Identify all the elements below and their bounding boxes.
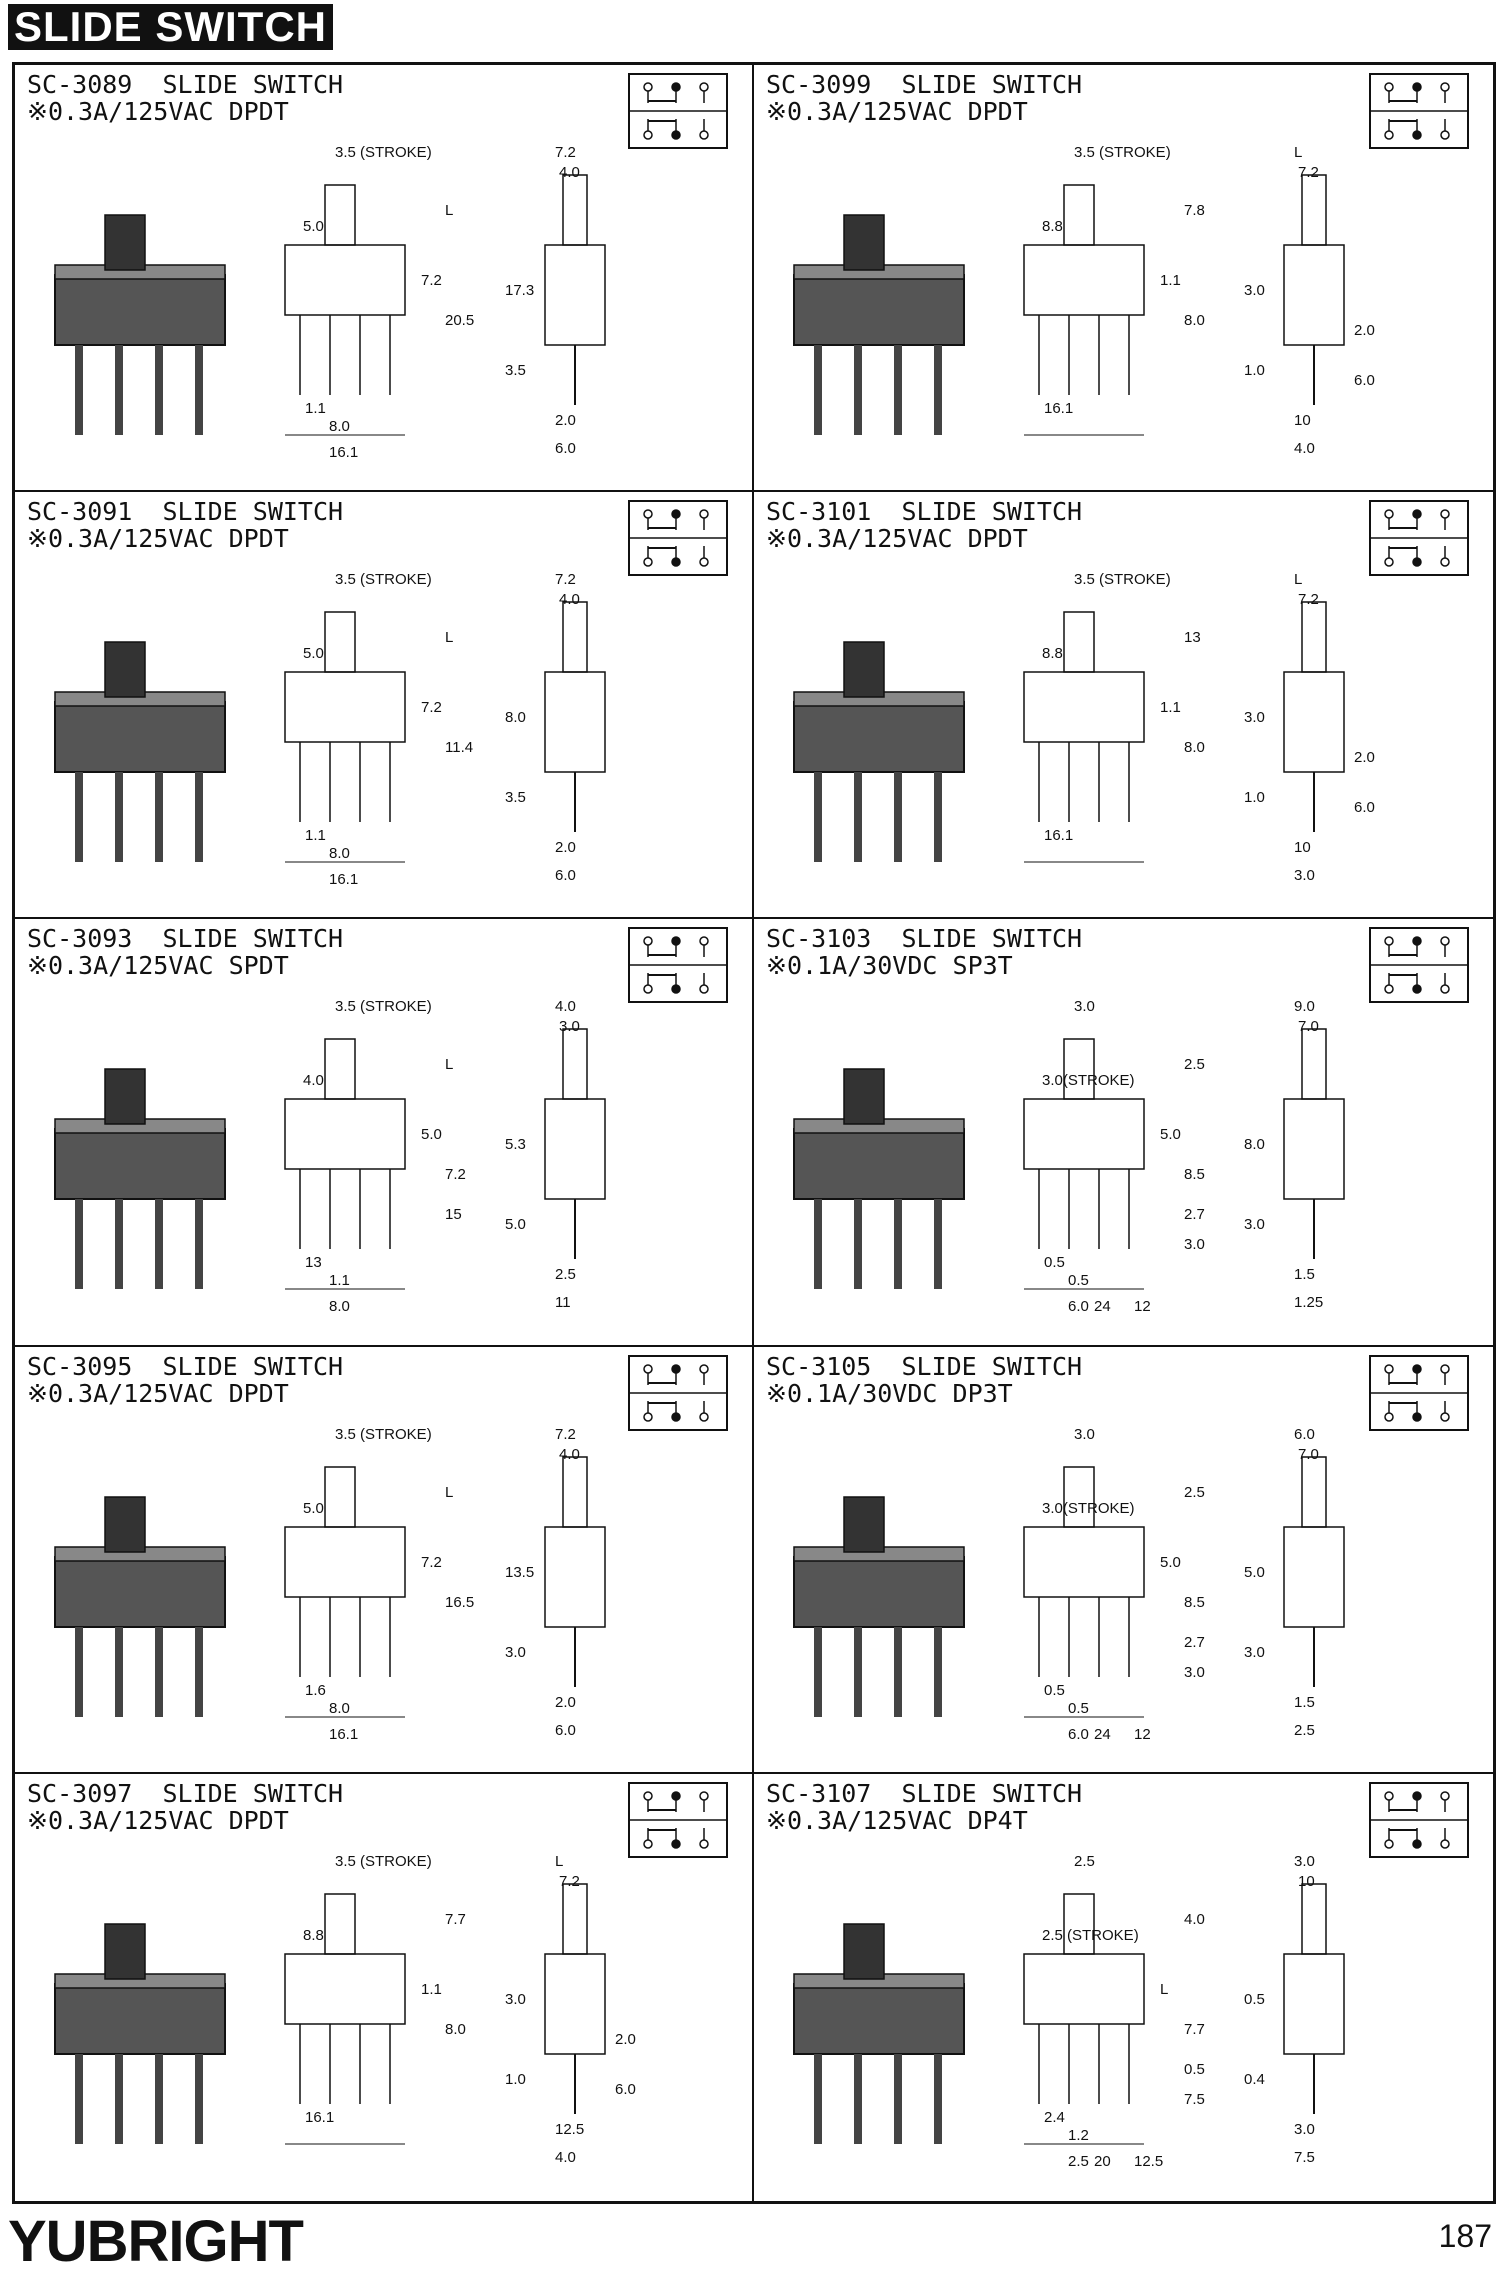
dimension-label: 7.2 — [421, 1553, 442, 1571]
dimension-label: 2.5 — [1184, 1483, 1205, 1501]
dimension-label: 3.0 — [1074, 1425, 1095, 1443]
dimension-label: 7.5 — [1184, 2090, 1205, 2108]
dimension-label: 2.5 (STROKE) — [1042, 1926, 1139, 1944]
switch-cell — [754, 1347, 1493, 1774]
switch-cell — [15, 1774, 754, 2201]
dimension-label: L — [1294, 144, 1303, 161]
dimension-label: 6.0 — [555, 867, 576, 885]
side-view-drawing — [1224, 562, 1444, 902]
dimension-label: 7.0 — [1298, 1445, 1319, 1463]
page-number: 187 — [1438, 2218, 1492, 2254]
dimension-label: 16.1 — [329, 444, 359, 461]
dimension-label: 1.5 — [1294, 1266, 1315, 1284]
dimension-label: 8.8 — [303, 1926, 324, 1944]
dimension-label: 0.4 — [1244, 2070, 1265, 2088]
dimension-label: 4.0 — [1184, 1910, 1205, 1928]
model-label: SC-3093 SLIDE SWITCH — [27, 924, 344, 954]
dimension-label: 5.0 — [1244, 1563, 1265, 1581]
dimension-label: 3.5 — [505, 789, 526, 807]
dimension-label: 3.0 — [1184, 1236, 1205, 1254]
dimension-label: 3.5 (STROKE) — [335, 571, 432, 589]
dimension-label: 3.0(STROKE) — [1042, 1072, 1135, 1090]
dimension-label: 16.1 — [305, 2108, 335, 2126]
dimension-label: 3.5 (STROKE) — [335, 1425, 432, 1443]
switch-cell — [15, 919, 754, 1346]
dimension-label: 4.0 — [555, 998, 576, 1016]
dimension-label: 3.0 — [505, 1643, 526, 1661]
dimension-label: 6.0 — [1354, 372, 1375, 389]
dimension-label: 1.5 — [1294, 1693, 1315, 1711]
switch-photo — [45, 1039, 235, 1309]
dimension-label: 12.5 — [1134, 2152, 1164, 2170]
dimension-label: 7.2 — [421, 272, 442, 289]
dimension-label: 13.5 — [505, 1563, 535, 1581]
dimension-label: 8.8 — [1042, 645, 1063, 663]
dimension-label: 8.0 — [505, 709, 526, 727]
dimension-label: 6.0 — [555, 1721, 576, 1739]
side-view-drawing — [1224, 1844, 1444, 2184]
dimension-label: 8.5 — [1184, 1593, 1205, 1611]
dimension-label: 6.0 — [555, 440, 576, 457]
switch-photo — [45, 1467, 235, 1737]
dimension-label: 1.1 — [329, 1272, 350, 1290]
dimension-label: 2.5 — [1294, 1721, 1315, 1739]
dimension-label: 12 — [1134, 1298, 1151, 1316]
switch-photo — [784, 185, 974, 455]
dimension-label: 1.1 — [1160, 272, 1181, 289]
dimension-label: 3.0 — [1244, 282, 1265, 299]
dimension-label: 7.2 — [555, 571, 576, 589]
dimension-label: 3.0 — [1244, 1216, 1265, 1234]
switch-title — [27, 71, 343, 125]
dimension-label: 2.0 — [555, 839, 576, 857]
dimension-label: 6.0 — [1068, 1298, 1089, 1316]
dimension-label: 1.1 — [1160, 699, 1181, 717]
dimension-label: 3.0 — [505, 1990, 526, 2008]
dimension-label: 2.4 — [1044, 2108, 1065, 2126]
dimension-label: 7.2 — [1298, 591, 1319, 609]
dimension-label: 20 — [1094, 2152, 1111, 2170]
dimension-label: 7.2 — [421, 699, 442, 717]
dimension-label: 11.4 — [445, 739, 474, 757]
dimension-label: 3.0(STROKE) — [1042, 1499, 1135, 1517]
dimension-label: 12.5 — [555, 2120, 585, 2138]
dimension-label: 0.5 — [1244, 1990, 1265, 2008]
dimension-label: 1.6 — [305, 1681, 326, 1699]
dimension-label: 4.0 — [555, 2148, 576, 2166]
switch-title — [766, 71, 1082, 125]
dimension-label: 3.0 — [1074, 998, 1095, 1016]
dimension-label: 3.5 (STROKE) — [335, 998, 432, 1016]
dimension-label: L — [445, 629, 454, 647]
dimension-label: 8.0 — [329, 1298, 350, 1316]
dimension-label: 3.0 — [1294, 2120, 1315, 2138]
dimension-label: 3.0 — [1244, 709, 1265, 727]
switch-photo — [784, 1467, 974, 1737]
switch-title — [27, 498, 343, 552]
dimension-label: 3.0 — [1294, 1852, 1315, 1870]
dimension-label: 8.0 — [1184, 739, 1205, 757]
dimension-label: 24 — [1094, 1725, 1111, 1743]
dimension-label: 2.7 — [1184, 1633, 1205, 1651]
dimension-label: 10 — [1294, 839, 1311, 857]
dimension-label: 1.1 — [305, 400, 326, 417]
dimension-label: 8.0 — [1244, 1136, 1265, 1154]
model-label: SC-3103 SLIDE SWITCH — [766, 924, 1083, 954]
dimension-label: 0.5 — [1184, 2060, 1205, 2078]
dimension-label: L — [1160, 1980, 1169, 1998]
dimension-label: 6.0 — [1354, 799, 1375, 817]
rating-label: ※0.3A/125VAC DP4T — [766, 1805, 1028, 1835]
dimension-label: 5.0 — [303, 645, 324, 663]
dimension-label: 2.0 — [555, 1693, 576, 1711]
dimension-label: L — [445, 202, 454, 219]
dimension-label: 8.0 — [329, 845, 350, 863]
dimension-label: 4.0 — [303, 1072, 324, 1090]
rating-label: ※0.1A/30VDC DP3T — [766, 1378, 1013, 1408]
model-label: SC-3099 SLIDE SWITCH — [766, 70, 1083, 99]
dimension-label: 5.3 — [505, 1136, 526, 1154]
dimension-label: 0.5 — [1068, 1272, 1089, 1290]
switch-photo — [45, 185, 235, 455]
dimension-label: L — [445, 1056, 454, 1074]
switch-catalog-grid — [12, 62, 1496, 2204]
dimension-label: 7.2 — [555, 1425, 576, 1443]
brand-logo: YUBRIGHT — [8, 2209, 303, 2274]
switch-cell — [15, 65, 754, 492]
dimension-label: 0.5 — [1044, 1254, 1065, 1272]
dimension-label: 15 — [445, 1206, 462, 1224]
dimension-label: 13 — [305, 1254, 322, 1272]
side-view-drawing — [485, 1417, 705, 1757]
dimension-label: 2.5 — [1184, 1056, 1205, 1074]
dimension-label: 1.1 — [305, 827, 326, 845]
switch-cell — [754, 919, 1493, 1346]
dimension-label: 16.1 — [329, 1725, 359, 1743]
model-label: SC-3095 SLIDE SWITCH — [27, 1351, 344, 1381]
dimension-label: 17.3 — [505, 282, 535, 299]
dimension-label: 12 — [1134, 1725, 1151, 1743]
dimension-label: 0.5 — [1068, 1699, 1089, 1717]
dimension-label: 1.2 — [1068, 2126, 1089, 2144]
dimension-label: 4.0 — [559, 591, 580, 609]
switch-title — [27, 925, 343, 979]
side-view-drawing — [485, 562, 705, 902]
dimension-label: 7.2 — [1298, 164, 1319, 181]
dimension-label: 9.0 — [1294, 998, 1315, 1016]
page-title: SLIDE SWITCH — [8, 4, 333, 50]
dimension-label: 1.1 — [421, 1980, 442, 1998]
dimension-label: 2.0 — [1354, 749, 1375, 767]
dimension-label: 16.5 — [445, 1593, 475, 1611]
model-label: SC-3105 SLIDE SWITCH — [766, 1351, 1083, 1381]
model-label: SC-3091 SLIDE SWITCH — [27, 497, 344, 527]
dimension-label: 7.8 — [1184, 202, 1205, 219]
dimension-label: 3.5 (STROKE) — [1074, 571, 1171, 589]
dimension-label: 0.5 — [1044, 1681, 1065, 1699]
switch-cell — [15, 492, 754, 919]
dimension-label: 2.5 — [555, 1266, 576, 1284]
dimension-label: 8.0 — [329, 1699, 350, 1717]
dimension-label: 1.0 — [1244, 789, 1265, 807]
dimension-label: 6.0 — [1294, 1425, 1315, 1443]
dimension-label: 8.8 — [1042, 218, 1063, 235]
dimension-label: 5.0 — [421, 1126, 442, 1144]
dimension-label: 5.0 — [303, 1499, 324, 1517]
rating-label: ※0.3A/125VAC DPDT — [27, 1378, 289, 1408]
model-label: SC-3097 SLIDE SWITCH — [27, 1778, 344, 1808]
dimension-label: 10 — [1298, 1872, 1315, 1890]
switch-title — [766, 1353, 1082, 1407]
dimension-label: 7.2 — [445, 1166, 466, 1184]
dimension-label: 3.5 (STROKE) — [1074, 144, 1171, 161]
dimension-label: 2.7 — [1184, 1206, 1205, 1224]
dimension-label: 5.0 — [1160, 1126, 1181, 1144]
switch-photo — [45, 612, 235, 882]
dimension-label: 3.0 — [1244, 1643, 1265, 1661]
dimension-label: 3.5 (STROKE) — [335, 144, 432, 161]
rating-label: ※0.3A/125VAC DPDT — [766, 524, 1028, 554]
rating-label: ※0.3A/125VAC DPDT — [27, 1805, 289, 1835]
dimension-label: 10 — [1294, 412, 1311, 429]
dimension-label: 5.0 — [505, 1216, 526, 1234]
dimension-label: 4.0 — [559, 1445, 580, 1463]
switch-cell — [754, 65, 1493, 492]
dimension-label: 8.0 — [445, 2020, 466, 2038]
dimension-label: 3.0 — [559, 1018, 580, 1036]
switch-photo — [45, 1894, 235, 2164]
switch-cell — [754, 492, 1493, 919]
dimension-label: 6.0 — [615, 2080, 636, 2098]
rating-label: ※0.3A/125VAC DPDT — [27, 97, 289, 126]
dimension-label: 2.0 — [615, 2030, 636, 2048]
rating-label: ※0.3A/125VAC SPDT — [27, 951, 289, 981]
switch-photo — [784, 1039, 974, 1309]
side-view-drawing — [1224, 989, 1444, 1329]
dimension-label: 8.0 — [1184, 312, 1205, 329]
dimension-label: L — [445, 1483, 454, 1501]
switch-title — [766, 498, 1082, 552]
dimension-label: 20.5 — [445, 312, 475, 329]
model-label: SC-3089 SLIDE SWITCH — [27, 70, 344, 99]
model-label: SC-3101 SLIDE SWITCH — [766, 497, 1083, 527]
dimension-label: L — [555, 1852, 564, 1870]
switch-cell — [754, 1774, 1493, 2201]
dimension-label: 2.0 — [1354, 322, 1375, 339]
dimension-label: 3.0 — [1294, 867, 1315, 885]
dimension-label: 16.1 — [329, 871, 359, 889]
dimension-label: 2.0 — [555, 412, 576, 429]
switch-title — [766, 1780, 1082, 1834]
side-view-drawing — [485, 1844, 705, 2184]
side-view-drawing — [485, 989, 705, 1329]
switch-title — [27, 1353, 343, 1407]
side-view-drawing — [1224, 1417, 1444, 1757]
dimension-label: 7.7 — [1184, 2020, 1205, 2038]
switch-title — [766, 925, 1082, 979]
dimension-label: 11 — [555, 1294, 571, 1312]
rating-label: ※0.3A/125VAC DPDT — [27, 524, 289, 554]
model-label: SC-3107 SLIDE SWITCH — [766, 1778, 1083, 1808]
dimension-label: L — [1294, 571, 1303, 589]
dimension-label: 24 — [1094, 1298, 1111, 1316]
dimension-label: 7.0 — [1298, 1018, 1319, 1036]
dimension-label: 3.0 — [1184, 1663, 1205, 1681]
switch-cell — [15, 1347, 754, 1774]
rating-label: ※0.1A/30VDC SP3T — [766, 951, 1013, 981]
dimension-label: 6.0 — [1068, 1725, 1089, 1743]
dimension-label: 3.5 (STROKE) — [335, 1852, 432, 1870]
dimension-label: 16.1 — [1044, 827, 1074, 845]
side-view-drawing — [485, 135, 705, 475]
dimension-label: 7.5 — [1294, 2148, 1315, 2166]
dimension-label: 16.1 — [1044, 400, 1074, 417]
dimension-label: 4.0 — [1294, 440, 1315, 457]
dimension-label: 2.5 — [1068, 2152, 1089, 2170]
dimension-label: 7.2 — [559, 1872, 580, 1890]
rating-label: ※0.3A/125VAC DPDT — [766, 97, 1028, 126]
dimension-label: 3.5 — [505, 362, 526, 379]
dimension-label: 5.0 — [1160, 1553, 1181, 1571]
dimension-label: 5.0 — [303, 218, 324, 235]
dimension-label: 7.7 — [445, 1910, 466, 1928]
dimension-label: 1.0 — [1244, 362, 1265, 379]
dimension-label: 7.2 — [555, 144, 576, 161]
switch-photo — [784, 1894, 974, 2164]
dimension-label: 1.0 — [505, 2070, 526, 2088]
side-view-drawing — [1224, 135, 1444, 475]
dimension-label: 2.5 — [1074, 1852, 1095, 1870]
dimension-label: 8.5 — [1184, 1166, 1205, 1184]
dimension-label: 1.25 — [1294, 1294, 1324, 1312]
switch-photo — [784, 612, 974, 882]
dimension-label: 4.0 — [559, 164, 580, 181]
dimension-label: 8.0 — [329, 418, 350, 435]
switch-title — [27, 1780, 343, 1834]
dimension-label: 13 — [1184, 629, 1201, 647]
